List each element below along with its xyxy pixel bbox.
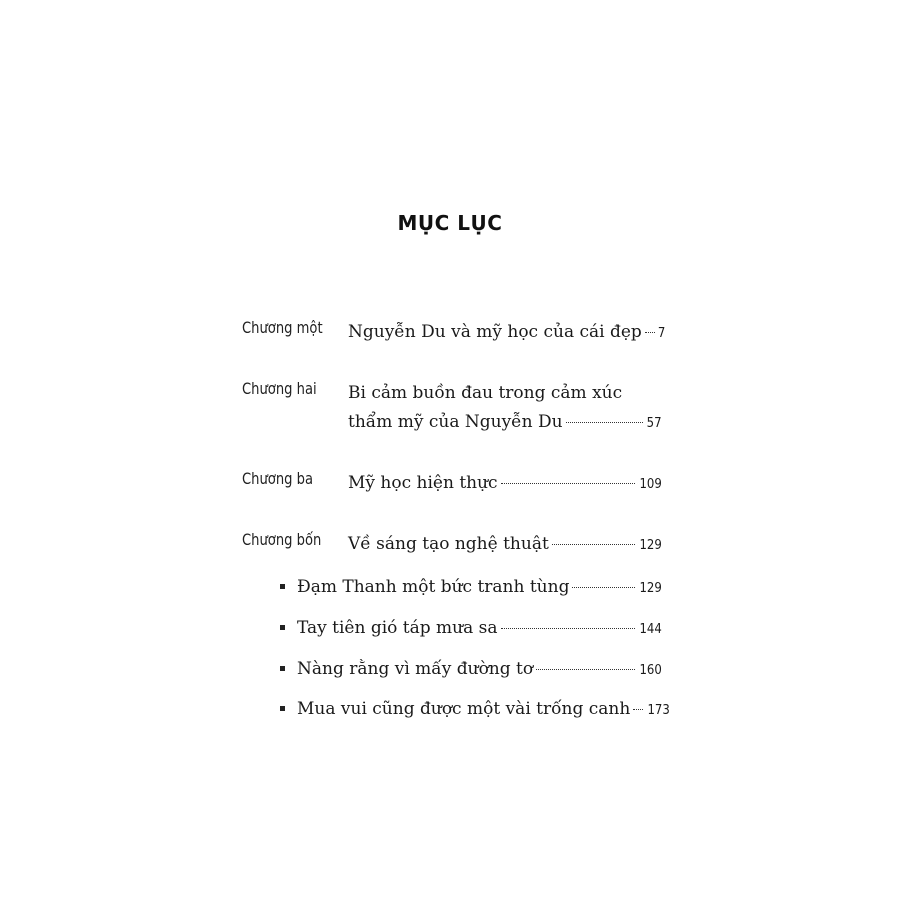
sub-entry-body [297,573,662,603]
dot-leader [633,709,643,710]
chapter-body [348,379,662,438]
dot-leader [501,628,636,629]
chapter-title-line [348,469,662,499]
bullet-icon [280,666,285,671]
sub-entry-title: Đạm Thanh một bức tranh tùng [297,577,570,597]
sub-entry-line [297,655,662,685]
chapter-body [348,469,662,499]
dot-leader [552,544,635,545]
chapter-title: Về sáng tạo nghệ thuật [348,534,549,554]
chapter-title: Nguyễn Du và mỹ học của cái đẹp [348,322,642,342]
sub-entry-title: Tay tiên gió táp mưa sa [297,618,498,638]
chapter-label: Chương bốn [242,530,322,549]
sub-entry-line [297,614,662,644]
chapter-title: thẩm mỹ của Nguyễn Du [348,412,563,432]
sub-entry-body [297,695,671,725]
dot-leader [572,587,635,588]
chapter-title: Mỹ học hiện thực [348,473,498,493]
chapter-label: Chương một [242,318,323,337]
page-number: 57 [647,416,662,431]
sub-entry-body [297,614,662,644]
sub-entry-title: Nàng rằng vì mấy đường tơ [297,659,534,679]
dot-leader [645,332,655,333]
bullet-icon [280,625,285,630]
chapter-body [348,530,662,560]
dot-leader [536,669,635,670]
chapter-title-line [348,408,662,438]
page-number: 160 [639,663,662,678]
page-number: 7 [657,326,666,341]
sub-entry-title: Mua vui cũng được một vài trống canh [297,699,631,719]
sub-entry-line [297,573,662,603]
bullet-icon [280,584,285,589]
bullet-icon [280,706,285,711]
page-number: 129 [639,538,662,553]
dot-leader [501,483,636,484]
sub-entry-line [297,695,671,725]
page-number: 129 [639,581,662,596]
chapter-title-line [348,318,666,348]
chapter-title-line [348,530,662,560]
page-number: 109 [639,477,662,492]
chapter-body [348,318,666,348]
chapter-label: Chương hai [242,379,317,398]
page-number: 173 [647,703,671,718]
dot-leader [566,422,644,423]
chapter-title-line [348,379,662,408]
page-title: MỤC LỤC [397,211,503,235]
page-number: 144 [639,622,662,637]
sub-entry-body [297,655,662,685]
chapter-label: Chương ba [242,469,314,488]
chapter-title: Bi cảm buồn đau trong cảm xúc [348,383,623,403]
